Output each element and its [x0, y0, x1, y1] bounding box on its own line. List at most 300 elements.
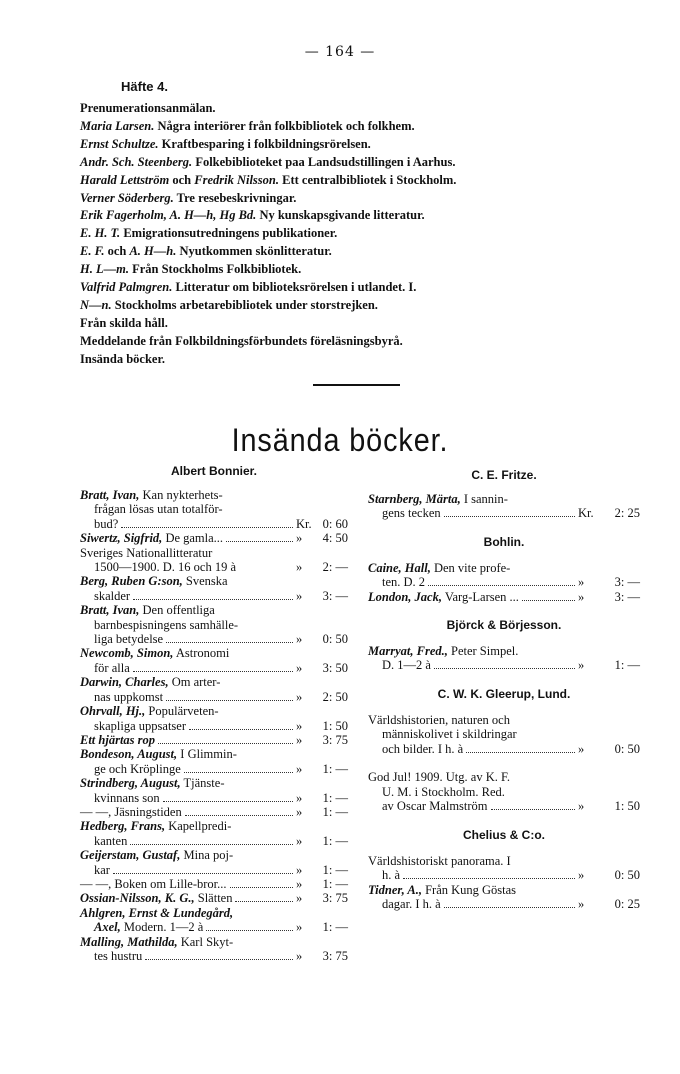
entry-line	[368, 854, 640, 868]
publisher-heading: Bohlin.	[483, 534, 525, 549]
entry-line	[80, 618, 348, 632]
dot-leader	[121, 517, 293, 528]
book-title: Om arter-	[168, 675, 221, 690]
book-entry	[80, 646, 348, 675]
price-currency: »	[296, 761, 303, 776]
entry-text	[94, 834, 127, 848]
book-title: kar	[94, 862, 110, 877]
dot-leader	[230, 877, 293, 888]
entry-line	[80, 531, 348, 545]
book-title: för alla	[94, 660, 130, 675]
entry-line	[80, 935, 348, 949]
toc-item	[80, 351, 640, 369]
price: 1: —	[322, 790, 348, 805]
entry-line	[368, 727, 640, 741]
book-title: tes hustru	[94, 949, 143, 963]
entry-line	[80, 819, 348, 833]
dot-leader	[184, 762, 293, 773]
price-currency: »	[296, 949, 303, 963]
book-title: Jäsningstiden	[111, 804, 182, 819]
entry-line	[80, 488, 348, 502]
book-entry	[80, 704, 348, 733]
book-entry	[80, 733, 348, 747]
price: 3: —	[322, 588, 348, 603]
entry-line	[368, 658, 640, 672]
toc-text: Från Stockholms Folkbibliotek.	[128, 262, 302, 277]
price-currency: »	[296, 732, 303, 747]
entry-line	[80, 891, 348, 905]
book-entry	[368, 854, 640, 883]
book-author: Geijerstam, Gustaf,	[80, 848, 181, 863]
price-currency: Kr.	[296, 516, 312, 531]
entry-line	[80, 848, 348, 862]
book-title: barnbespisningens samhälle-	[94, 617, 239, 632]
entry-line	[80, 762, 348, 776]
toc-author: Harald Lettström	[80, 172, 170, 187]
book-entry	[80, 805, 348, 819]
entry-text	[382, 727, 517, 741]
entry-text	[368, 561, 510, 575]
dot-leader	[239, 560, 293, 570]
entry-text	[382, 868, 400, 882]
entry-line	[80, 632, 348, 646]
toc-text: Emigrationsutredningens publikationer.	[120, 226, 338, 241]
price: 3: 75	[322, 732, 348, 747]
entry-line	[80, 603, 348, 617]
entry-text	[382, 785, 505, 799]
book-list	[368, 644, 640, 673]
price-currency: »	[578, 896, 585, 911]
section-title: Insända böcker.	[231, 422, 449, 458]
book-entry	[80, 935, 348, 964]
entry-text	[368, 713, 510, 727]
book-title: människolivet i skildringar	[382, 727, 517, 742]
book-author: London, Jack,	[368, 589, 442, 604]
book-author: Darwin, Charles,	[80, 675, 169, 690]
book-title: naturen och	[448, 712, 510, 727]
price-currency: »	[578, 741, 585, 756]
book-title: Tjänste-	[180, 776, 225, 791]
book-author: Ohrvall, Hj.,	[80, 704, 146, 719]
toc-text: och	[169, 172, 195, 187]
toc-item	[80, 154, 640, 172]
entry-line	[368, 785, 640, 799]
price: 3: —	[614, 575, 640, 590]
entry-text	[94, 589, 130, 603]
toc-text: Folkebiblioteket paa Landsudstillingen i Aarhus.	[192, 154, 456, 169]
book-author: Marryat, Fred.,	[368, 644, 448, 659]
entry-line	[368, 799, 640, 813]
book-title: nas uppkomst	[94, 689, 164, 704]
toc-author: E. H. T.	[80, 226, 121, 241]
entry-line	[80, 589, 348, 603]
book-title: 1500—1900. D. 16 och 19 à	[94, 560, 236, 575]
toc-text: och	[104, 244, 130, 259]
dot-leader	[444, 897, 575, 908]
book-author: Newcomb, Simon,	[80, 646, 174, 661]
book-entry	[80, 776, 348, 805]
toc-item	[80, 315, 640, 333]
price: 1: —	[322, 833, 348, 848]
price-currency: »	[578, 658, 585, 673]
toc-text: Tre resebeskrivningar.	[173, 190, 297, 205]
book-title: Modern. 1—2 à	[120, 920, 204, 935]
toc-item	[80, 190, 640, 208]
page-number: — 164 —	[304, 44, 376, 60]
dot-leader	[133, 661, 293, 672]
entry-line	[80, 949, 348, 963]
entry-line	[368, 713, 640, 727]
price-currency: »	[578, 575, 585, 590]
book-entry	[368, 770, 640, 813]
toc-item	[80, 225, 640, 243]
book-entry	[80, 747, 348, 776]
book-title: Peter Simpel.	[447, 644, 519, 659]
entry-text	[80, 531, 223, 545]
entry-text	[94, 719, 186, 733]
entry-text	[80, 603, 215, 617]
book-title: I sannin-	[460, 492, 508, 506]
book-title: kvinnans son	[94, 790, 160, 805]
book-entry	[80, 877, 348, 891]
toc-item	[80, 207, 640, 225]
entry-text	[94, 502, 223, 516]
book-title: Slätten	[194, 891, 233, 906]
toc-author: Erik Fagerholm, A. H—h, Hg Bd.	[80, 208, 257, 223]
entry-line	[80, 690, 348, 704]
entry-line	[80, 920, 348, 934]
book-entry	[80, 891, 348, 905]
publisher-heading: Chelius & C:o.	[462, 827, 545, 842]
dot-leader	[428, 575, 575, 586]
price: 0: 60	[322, 516, 348, 531]
dot-leader	[226, 531, 293, 542]
book-title: gens tecken	[382, 506, 441, 521]
right-column	[368, 468, 640, 911]
issue-heading: Häfte 4.	[121, 79, 168, 94]
toc-item	[80, 279, 640, 297]
book-entry	[80, 603, 348, 646]
book-title: Världshistorien,	[368, 712, 449, 727]
entry-line	[368, 883, 640, 897]
book-title: U. M. i Stockholm. Red.	[382, 784, 505, 799]
entry-text	[94, 863, 110, 877]
entry-line	[80, 733, 348, 747]
entry-text	[80, 848, 233, 862]
price: 2: 25	[614, 506, 640, 521]
toc-item	[80, 118, 640, 136]
entry-text	[368, 883, 516, 897]
toc-item	[80, 136, 640, 154]
entry-text	[80, 488, 223, 502]
price: 3: 75	[322, 891, 348, 906]
entry-text	[94, 690, 163, 704]
entry-text	[80, 733, 155, 747]
book-entry	[80, 819, 348, 848]
entry-line	[368, 868, 640, 882]
book-title: Svenska	[182, 574, 228, 589]
book-author: Axel,	[94, 920, 121, 935]
dot-leader	[491, 799, 575, 810]
toc-text: Ny kunskapsgivande litteratur.	[256, 208, 425, 223]
book-entry	[80, 675, 348, 704]
entry-text	[94, 762, 181, 776]
price-currency: »	[296, 531, 303, 546]
entry-text	[80, 877, 227, 891]
dot-leader	[133, 589, 293, 600]
price: 0: 50	[614, 741, 640, 756]
toc-author: Valfrid Palmgren.	[80, 280, 173, 295]
price-currency: »	[296, 862, 303, 877]
toc-author: Ernst Schultze.	[80, 136, 159, 151]
book-entry	[368, 883, 640, 912]
entry-text	[382, 897, 441, 911]
entry-line	[368, 742, 640, 756]
price-currency: »	[296, 588, 303, 603]
price: 0: 50	[614, 868, 640, 883]
book-title: Kan nykterhets-	[139, 488, 223, 502]
price: 1: —	[614, 658, 640, 673]
price-currency: »	[578, 799, 585, 814]
price-currency: Kr.	[578, 506, 594, 521]
price: 1: —	[322, 761, 348, 776]
dot-leader	[206, 920, 293, 931]
book-entry	[368, 492, 640, 521]
entry-line	[368, 644, 640, 658]
book-entry	[368, 713, 640, 756]
book-title: skapliga uppsatser	[94, 718, 186, 733]
toc-text: Kraftbesparing i folkbildningsrörelsen.	[158, 136, 371, 151]
entry-text	[382, 742, 463, 756]
book-title: De gamla...	[162, 531, 224, 546]
book-title: Utg. av K. F.	[442, 770, 511, 785]
entry-line	[80, 747, 348, 761]
price-currency: »	[296, 660, 303, 675]
dot-leader	[130, 834, 293, 845]
price: 0: 25	[614, 896, 640, 911]
entry-text	[94, 517, 118, 531]
book-entry	[368, 561, 640, 590]
entry-text	[80, 935, 233, 949]
entry-line	[368, 770, 640, 784]
entry-line	[80, 502, 348, 516]
price: 1: 50	[322, 718, 348, 733]
price: 4: 50	[322, 531, 348, 546]
toc-author: E. F.	[80, 244, 105, 259]
book-author: Malling, Mathilda,	[80, 934, 178, 949]
toc-item	[80, 297, 640, 315]
price-currency: »	[296, 804, 303, 819]
book-title: Nationallitteratur	[123, 545, 213, 560]
book-list	[368, 713, 640, 814]
toc-item	[80, 100, 640, 118]
book-title: h. à	[382, 868, 401, 883]
dot-leader	[403, 868, 575, 879]
book-title: — —,	[80, 804, 112, 819]
entry-text	[94, 920, 203, 934]
entry-line	[80, 574, 348, 588]
dot-leader	[235, 891, 293, 902]
toc-text: Litteratur om biblioteksrörelsen i utlandet. I.	[172, 280, 417, 295]
price-currency: »	[296, 920, 303, 935]
entry-line	[80, 704, 348, 718]
entry-text	[368, 590, 519, 604]
entry-line	[80, 863, 348, 877]
publisher-heading: C. W. K. Gleerup, Lund.	[437, 686, 571, 701]
book-title: Från Kung Göstas	[421, 882, 517, 897]
section-divider	[313, 384, 400, 386]
book-title: Varg-Larsen ...	[441, 589, 519, 604]
book-title: Kapellpredi-	[165, 819, 232, 834]
dot-leader	[466, 742, 575, 753]
left-column	[80, 464, 348, 963]
dot-leader	[145, 949, 293, 960]
toc-text: Stockholms arbetarebibliotek under storstrejken.	[111, 297, 378, 312]
dot-leader	[158, 733, 293, 744]
price-currency: »	[296, 689, 303, 704]
entry-text	[80, 819, 231, 833]
entry-text	[368, 770, 510, 784]
toc-author: H. L—m.	[80, 262, 129, 277]
price-currency: »	[296, 891, 303, 906]
price: 3: —	[614, 589, 640, 604]
entry-text	[94, 949, 142, 963]
toc-text: Ett centralbibliotek i Stockholm.	[279, 172, 457, 187]
book-title: D. 1—2 à	[382, 658, 431, 673]
toc-text: Meddelande från Folkbildningsförbundets föreläsningsbyrå.	[80, 333, 403, 348]
book-entry	[80, 546, 348, 575]
price-currency: »	[296, 560, 303, 575]
entry-line	[80, 546, 348, 560]
toc-text: Nyutkommen skönlitteratur.	[176, 244, 332, 259]
book-entry	[368, 644, 640, 673]
book-author: Tidner, A.,	[368, 882, 422, 897]
book-author: Ahlgren, Ernst & Lundegård,	[80, 905, 234, 920]
book-entry	[368, 590, 640, 604]
book-list	[368, 854, 640, 912]
price: 3: 50	[322, 660, 348, 675]
entry-text	[80, 805, 182, 819]
book-title: ten. D. 2	[382, 575, 426, 590]
book-title: — —,	[80, 876, 112, 891]
toc-item	[80, 243, 640, 261]
price: 1: —	[322, 920, 348, 935]
book-entry	[80, 488, 348, 531]
publisher-heading: Albert Bonnier.	[170, 464, 257, 478]
entry-line	[368, 492, 640, 506]
toc-author: Verner Söderberg.	[80, 190, 174, 205]
book-title: I Glimmin-	[177, 747, 237, 762]
toc-author: Fredrik Nilsson.	[194, 172, 279, 187]
book-title: Sveriges	[80, 545, 124, 560]
entry-line	[80, 517, 348, 531]
entry-text	[80, 675, 220, 689]
book-title: Den offentliga	[139, 603, 215, 618]
toc-item	[80, 333, 640, 351]
book-author: Bondeson, August,	[80, 747, 178, 762]
book-title: frågan lösas utan totalför-	[94, 502, 223, 517]
book-title: skalder	[94, 588, 131, 603]
dot-leader	[189, 719, 293, 730]
entry-text	[80, 906, 233, 920]
book-author: Hedberg, Frans,	[80, 819, 166, 834]
entry-line	[80, 791, 348, 805]
dot-leader	[522, 590, 575, 601]
entry-text	[94, 560, 236, 574]
book-title: Populärveten-	[145, 704, 219, 719]
entry-text	[382, 506, 441, 520]
price: 1: —	[322, 862, 348, 877]
price: 1: —	[322, 876, 348, 891]
toc-item	[80, 261, 640, 279]
entry-line	[80, 719, 348, 733]
book-author: Ossian-Nilsson, K. G.,	[80, 891, 195, 906]
book-entry	[80, 906, 348, 935]
entry-text	[80, 891, 232, 905]
price: 2: 50	[322, 689, 348, 704]
entry-line	[80, 805, 348, 819]
entry-text	[382, 658, 431, 672]
toc-author: N—n.	[80, 297, 112, 312]
toc-item	[80, 172, 640, 190]
book-entry	[368, 756, 640, 770]
entry-line	[368, 756, 640, 770]
book-title: panorama. I	[447, 853, 511, 868]
book-entry	[80, 574, 348, 603]
entry-line	[80, 834, 348, 848]
book-title: Karl Skyt-	[177, 934, 234, 949]
book-title: av Oscar Malmström	[382, 799, 488, 814]
book-list	[80, 488, 348, 963]
price: 2: —	[322, 560, 348, 575]
price-currency: »	[578, 868, 585, 883]
entry-text	[94, 791, 160, 805]
book-title: God Jul! 1909.	[368, 770, 443, 785]
toc-author: Andr. Sch. Steenberg.	[80, 154, 193, 169]
book-author: Bratt, Ivan,	[80, 488, 140, 502]
entry-line	[368, 590, 640, 604]
entry-text	[382, 575, 425, 589]
price-currency: »	[578, 589, 585, 604]
price-currency: »	[296, 718, 303, 733]
entry-line	[80, 877, 348, 891]
price-currency: »	[296, 876, 303, 891]
toc-text: Insända böcker.	[80, 351, 165, 366]
book-entry	[80, 848, 348, 877]
toc-text: Från skilda håll.	[80, 315, 168, 330]
entry-line	[80, 646, 348, 660]
book-author: Siwertz, Sigfrid,	[80, 531, 163, 546]
price-currency: »	[296, 632, 303, 647]
entry-line	[368, 897, 640, 911]
book-author: Caine, Hall,	[368, 560, 431, 575]
price-currency: »	[296, 790, 303, 805]
entry-text	[368, 854, 511, 868]
toc-text: Några interiörer från folkbibliotek och folkhem.	[154, 118, 415, 133]
entry-text	[80, 574, 228, 588]
dot-leader	[166, 632, 293, 643]
book-author: Berg, Ruben G:son,	[80, 574, 183, 589]
dot-leader	[113, 863, 293, 874]
entry-text	[382, 799, 488, 813]
entry-line	[80, 675, 348, 689]
book-title: ge och Kröplinge	[94, 761, 181, 776]
entry-line	[368, 561, 640, 575]
toc-author: A. H—h.	[129, 244, 177, 259]
price: 1: 50	[614, 799, 640, 814]
entry-text	[368, 644, 518, 658]
entry-line	[80, 906, 348, 920]
